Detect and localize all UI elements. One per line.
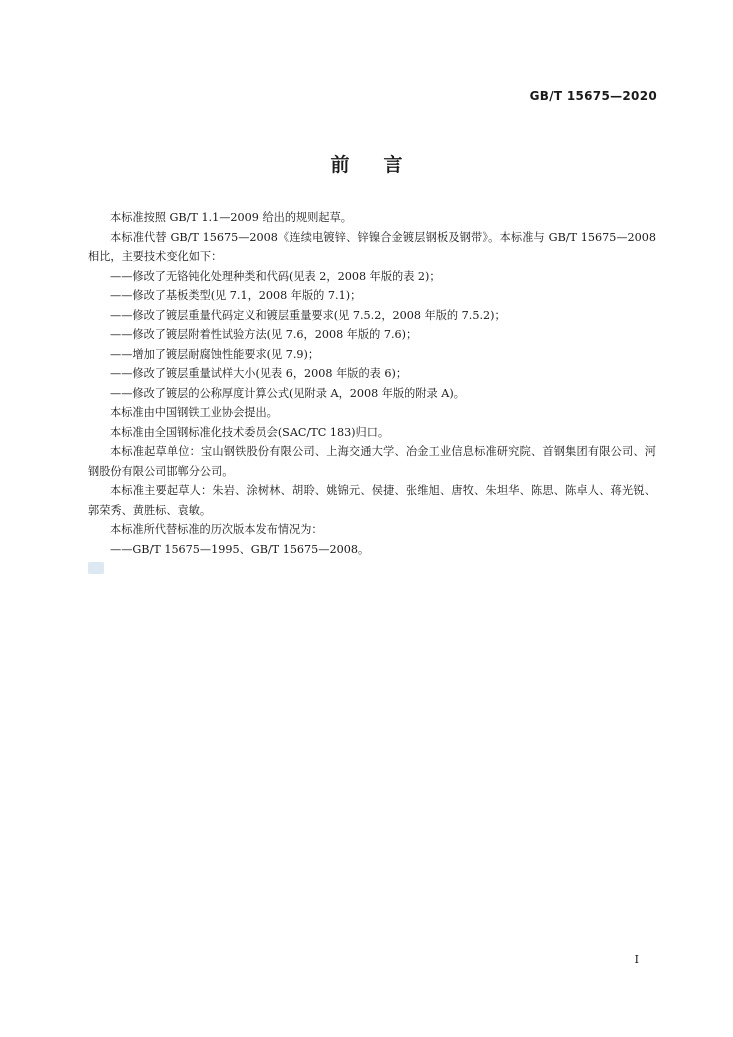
proposed-by-paragraph: 本标准由中国钢铁工业协会提出。	[110, 406, 278, 419]
replacement-paragraph: 本标准代替 GB/T 15675—2008《连续电镀锌、锌镍合金镀层钢板及钢带》。本标准与 GB/T 15675—2008 相比，主要技术变化如下：	[88, 230, 656, 263]
change-item: ——修改了无铬钝化处理种类和代码(见表 2，2008 年版的表 2)；	[110, 269, 441, 283]
drafting-rules-paragraph: 本标准按照 GB/T 1.1—2009 给出的规则起草。	[110, 211, 352, 224]
page-number: I	[634, 953, 639, 966]
change-item: ——修改了镀层的公称厚度计算公式(见附录 A，2008 年版的附录 A)。	[110, 386, 465, 400]
history-item: ——GB/T 15675—1995、GB/T 15675—2008。	[110, 542, 370, 556]
watermark-logo-icon	[88, 562, 104, 574]
change-item: ——修改了镀层附着性试验方法(见 7.6，2008 年版的 7.6)；	[110, 328, 418, 341]
change-item: ——修改了镀层重量代码定义和镀层重量要求(见 7.5.2，2008 年版的 7.5.2)；	[110, 308, 506, 322]
managed-by-paragraph: 本标准由全国钢标准化技术委员会(SAC/TC 183)归口。	[110, 425, 390, 439]
drafters-paragraph: 本标准主要起草人：朱岩、涂树林、胡聆、姚锦元、侯捷、张维旭、唐牧、朱坦华、陈思、陈卓人、蒋光锐、郭荣秀、黄胜标、袁敏。	[88, 484, 656, 517]
history-intro-paragraph: 本标准所代替标准的历次版本发布情况为：	[110, 523, 323, 536]
standard-code-header: GB/T 15675—2020	[529, 89, 657, 103]
change-item: ——增加了镀层耐腐蚀性能要求(见 7.9)；	[110, 347, 320, 361]
foreword-body	[88, 208, 656, 559]
change-item: ——修改了基板类型(见 7.1，2008 年版的 7.1)；	[110, 289, 362, 302]
drafting-units-paragraph: 本标准起草单位：宝山钢铁股份有限公司、上海交通大学、冶金工业信息标准研究院、首钢集团有限公司、河钢股份有限公司邯郸分公司。	[88, 445, 656, 478]
page-title: 前言	[330, 154, 437, 176]
change-item: ——修改了镀层重量试样大小(见表 6，2008 年版的表 6)；	[110, 367, 408, 380]
